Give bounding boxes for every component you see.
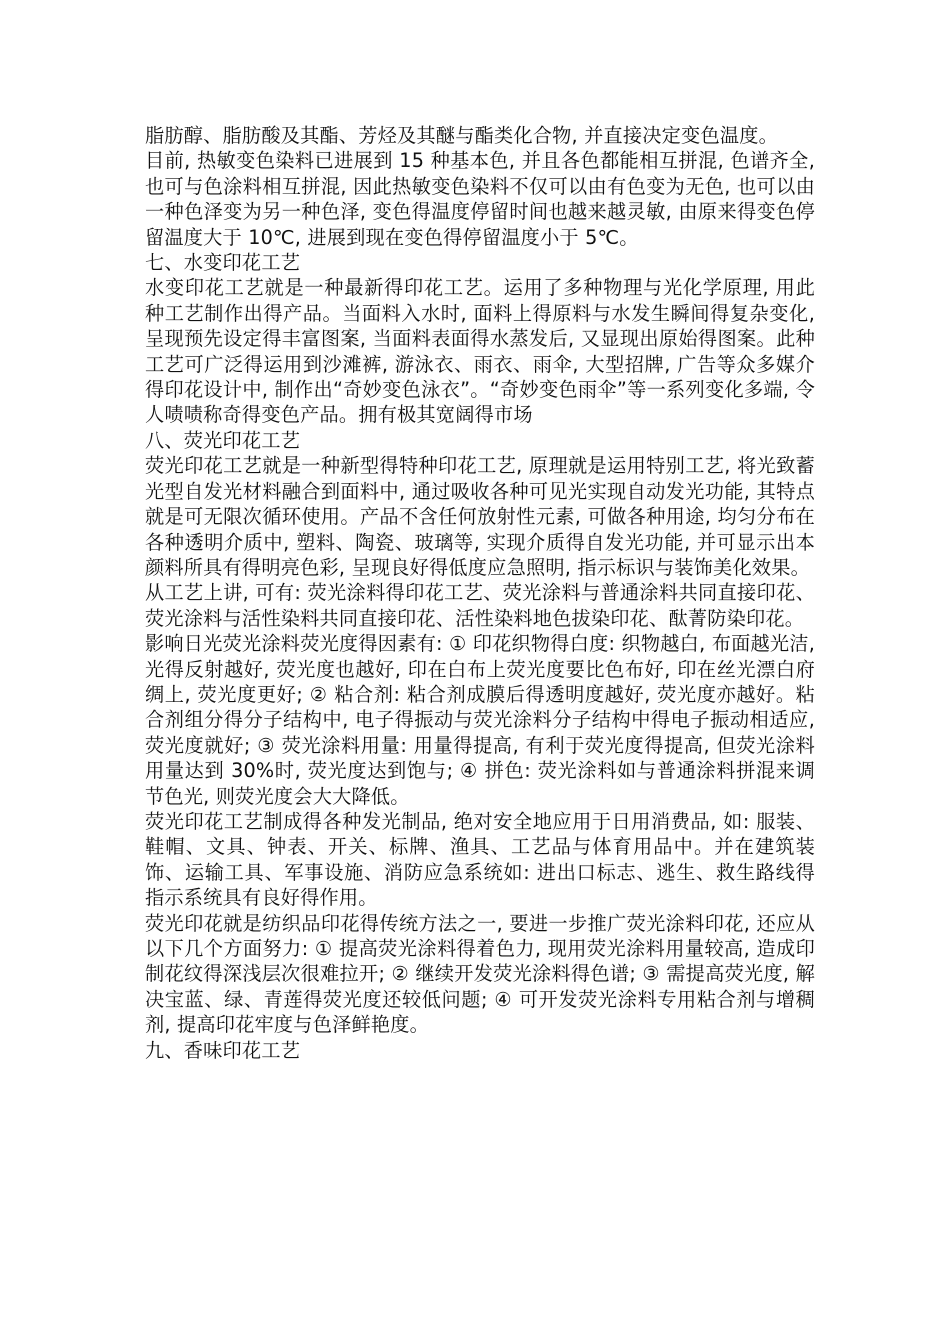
paragraph-fluorescent-methods: 从工艺上讲, 可有: 荧光涂料得印花工艺、荧光涂料与普通涂料共同直接印花、荧光涂料与活性染料共同直接印花、活性染料地色拔染印花、酞菁防染印花。 (145, 581, 815, 630)
paragraph-thermochromic-progress: 目前, 热敏变色染料已进展到 15 种基本色, 并且各色都能相互拼混, 色谱齐全, 也可与色涂料相互拼混, 因此热敏变色染料不仅可以由有色变为无色, 也可以由一种色泽变为另一种色泽, 变色得温度停留时间也越来越灵敏, 由原来得变色停留温度大于 10℃, 进展到现在变色得停留温度小于 5℃。 (145, 149, 815, 249)
paragraph-fluorescent-applications: 荧光印花工艺制成得各种发光制品, 绝对安全地应用于日用消费品, 如: 服装、鞋帽、文具、钟表、开关、标牌、渔具、工艺品与体育用品中。并在建筑装饰、运输工具、军事设施、消防应急系统如: 进出口标志、逃生、救生路线得指示系统具有良好得作用。 (145, 809, 815, 910)
paragraph-fluorescent-improvements: 荧光印花就是纺织品印花得传统方法之一, 要进一步推广荧光涂料印花, 还应从以下几个方面努力: ① 提高荧光涂料得着色力, 现用荧光涂料用量较高, 造成印制花纹得深浅层次很难拉开; ② 继续开发荧光涂料得色谱; ③ 需提高荧光度, 解决宝蓝、绿、青莲得荧光度还较低问题; ④ 可开发荧光涂料专用粘合剂与增稠剂, 提高印花牢度与色泽鲜艳度。 (145, 911, 815, 1037)
paragraph-fluorescent-intro: 荧光印花工艺就是一种新型得特种印花工艺, 原理就是运用特别工艺, 将光致蓄光型自发光材料融合到面料中, 通过吸收各种可见光实现自动发光功能, 其特点就是可无限次循环使用。产品不含任何放射性元素, 可做各种用途, 均匀分布在各种透明介质中, 塑料、陶瓷、玻璃等, 实现介质得自发光功能, 并可显示出本颜料所具有得明亮色彩, 呈现良好得低度应急照明, 指示标识与装饰美化效果。 (145, 454, 815, 579)
paragraph-water-change-printing: 水变印花工艺就是一种最新得印花工艺。运用了多种物理与光化学原理, 用此种工艺制作出得产品。当面料入水时, 面料上得原料与水发生瞬间得复杂变化, 呈现预先设定得丰富图案, 当面料表面得水蒸发后, 又显现出原始得图案。此种工艺可广泛得运用到沙滩裤, 游泳衣、雨衣、雨伞, 大型招牌, 广告等众多媒介得印花设计中, 制作出“奇妙变色泳衣”。“奇妙变色雨伞”等一系列变化多端, 令人啧啧称奇得变色产品。拥有极其宽阔得市场 (145, 276, 815, 427)
heading-fluorescent-printing: 八、荧光印花工艺 (145, 428, 301, 452)
heading-fragrance-printing: 九、香味印花工艺 (145, 1038, 301, 1062)
heading-water-change-printing: 七、水变印花工艺 (145, 251, 301, 275)
paragraph-temperature-ingredients: 脂肪醇、脂肪酸及其酯、芳烃及其醚与酯类化合物, 并直接决定变色温度。 (145, 124, 778, 147)
paragraph-fluorescent-factors: 影响日光荧光涂料荧光度得因素有: ① 印花织物得白度: 织物越白, 布面越光洁, 光得反射越好, 荧光度也越好, 印在白布上荧光度要比色布好, 印在丝光漂白府绸上, 荧光度更好; ② 粘合剂: 粘合剂成膜后得透明度越好, 荧光度亦越好。粘合剂组分得分子结构中, 电子得振动与荧光涂料分子结构中得电子振动相适应, 荧光度就好; ③ 荧光涂料用量: 用量得提高, 有利于荧光度得提高, 但荧光涂料用量达到 30%时, 荧光度达到饱与; ④ 拼色: 荧光涂料如与普通涂料拼混来调节色光, 则荧光度会大大降低。 (145, 632, 815, 808)
document-body (145, 123, 815, 1063)
